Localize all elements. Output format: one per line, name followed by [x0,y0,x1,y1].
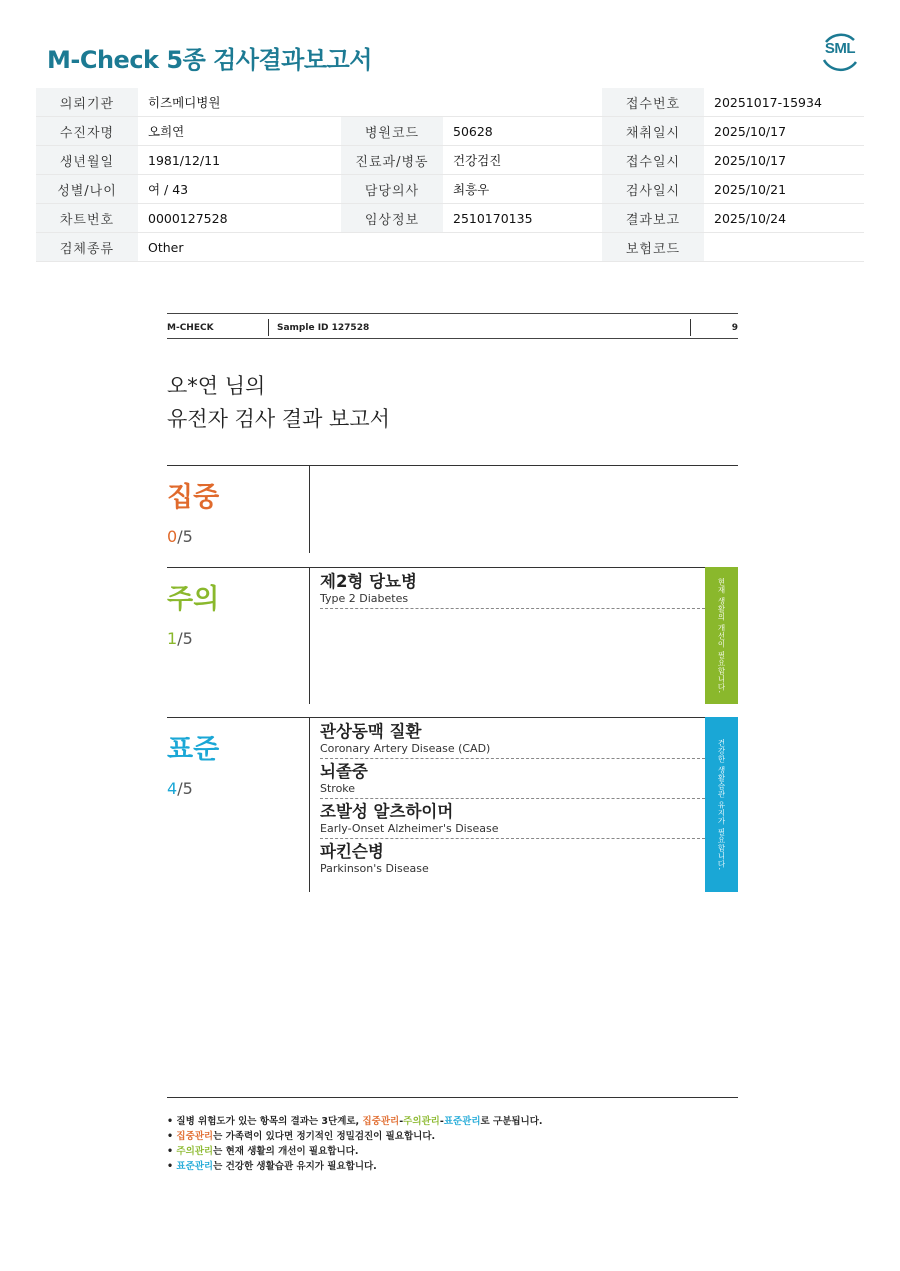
info-label: 담당의사 [341,175,443,204]
disease-item [320,799,705,839]
info-value: 최흥우 [443,175,602,204]
disease-item [320,719,705,759]
sidebar-text: 현재 생활의 개선이 필요합니다. [717,577,726,694]
info-label: 성별/나이 [36,175,138,204]
section-score: 0/5 [167,527,193,546]
disease-name-en: Coronary Artery Disease (CAD) [320,742,491,755]
note-1: • 질병 위험도가 있는 항목의 결과는 3단계로, 집중관리-주의관리-표준관리로 구분됩니다. [167,1114,543,1129]
legend-notes [167,1114,543,1174]
info-label: 검사일시 [602,175,704,204]
info-value [704,233,864,262]
info-label: 생년월일 [36,146,138,175]
info-label: 차트번호 [36,204,138,233]
info-value: 오희연 [138,117,341,146]
section-name: 주의 [167,584,220,615]
info-row [36,117,864,146]
note-2: • 집중관리는 가족력이 있다면 정기적인 정밀검진이 필요합니다. [167,1129,543,1144]
info-label: 채취일시 [602,117,704,146]
report-header [167,318,738,338]
info-value: 2510170135 [443,204,602,233]
info-label: 진료과/병동 [341,146,443,175]
sidebar-text: 건강한 생활습관 유지가 필요합니다. [717,738,726,871]
info-value: 20251017-15934 [704,88,864,117]
report-header-bottom-line [167,338,738,339]
disease-name-en: Early-Onset Alzheimer's Disease [320,822,499,835]
info-value [443,233,602,262]
report-header-top-line [167,313,738,314]
info-value: 1981/12/11 [138,146,341,175]
disease-name-ko: 제2형 당뇨병 [320,572,417,591]
info-row [36,88,864,117]
logo-text: SML [824,40,856,57]
info-label: 접수일시 [602,146,704,175]
info-value [443,88,602,117]
header-sample-id: Sample ID 127528 [277,323,370,333]
heading-line-1: 오*연 님의 [167,374,266,398]
heading-line-2: 유전자 검사 결과 보고서 [167,407,390,431]
section-items [320,569,705,609]
disease-name-en: Type 2 Diabetes [320,592,409,605]
section-score: 4/5 [167,779,193,798]
disease-name-en: Stroke [320,782,356,795]
disease-name-en: Parkinson's Disease [320,862,429,875]
info-label [341,233,443,262]
info-label: 의뢰기관 [36,88,138,117]
section-sidebar [705,717,738,892]
info-label: 보험코드 [602,233,704,262]
info-row [36,146,864,175]
section-sidebar [705,567,738,704]
note-4: • 표준관리는 건강한 생활습관 유지가 필요합니다. [167,1159,543,1174]
info-label: 검체종류 [36,233,138,262]
info-value: Other [138,233,341,262]
risk-section [167,717,738,892]
info-label: 접수번호 [602,88,704,117]
disease-item [320,569,705,609]
disease-name-ko: 관상동맥 질환 [320,722,422,741]
disease-item [320,759,705,799]
info-value: 0000127528 [138,204,341,233]
info-value: 2025/10/24 [704,204,864,233]
report-title: M-Check 5종 검사결과보고서 [47,46,372,74]
footer-line [167,1097,738,1098]
disease-item [320,839,705,878]
disease-name-ko: 조발성 알츠하이머 [320,802,454,821]
info-value: 건강검진 [443,146,602,175]
note-3: • 주의관리는 현재 생활의 개선이 필요합니다. [167,1144,543,1159]
disease-name-ko: 뇌졸중 [320,762,368,781]
info-value: 2025/10/17 [704,117,864,146]
info-value: 2025/10/21 [704,175,864,204]
patient-info-table [36,88,864,262]
sml-logo [818,30,862,74]
info-row [36,204,864,233]
risk-section [167,567,738,704]
section-items [320,719,705,878]
info-label: 결과보고 [602,204,704,233]
header-brand: M-CHECK [167,323,214,333]
info-value: 50628 [443,117,602,146]
report-heading [167,370,390,436]
info-value: 히즈메디병원 [138,88,341,117]
section-name: 표준 [167,734,220,765]
section-score: 1/5 [167,629,193,648]
info-row [36,233,864,262]
info-value: 2025/10/17 [704,146,864,175]
section-name: 집중 [167,482,220,513]
risk-section [167,465,738,553]
info-label: 수진자명 [36,117,138,146]
info-row [36,175,864,204]
info-value: 여 / 43 [138,175,341,204]
disease-name-ko: 파킨슨병 [320,842,384,861]
header-page-number: 9 [731,323,738,333]
info-label: 병원코드 [341,117,443,146]
info-label [341,88,443,117]
info-label: 임상정보 [341,204,443,233]
